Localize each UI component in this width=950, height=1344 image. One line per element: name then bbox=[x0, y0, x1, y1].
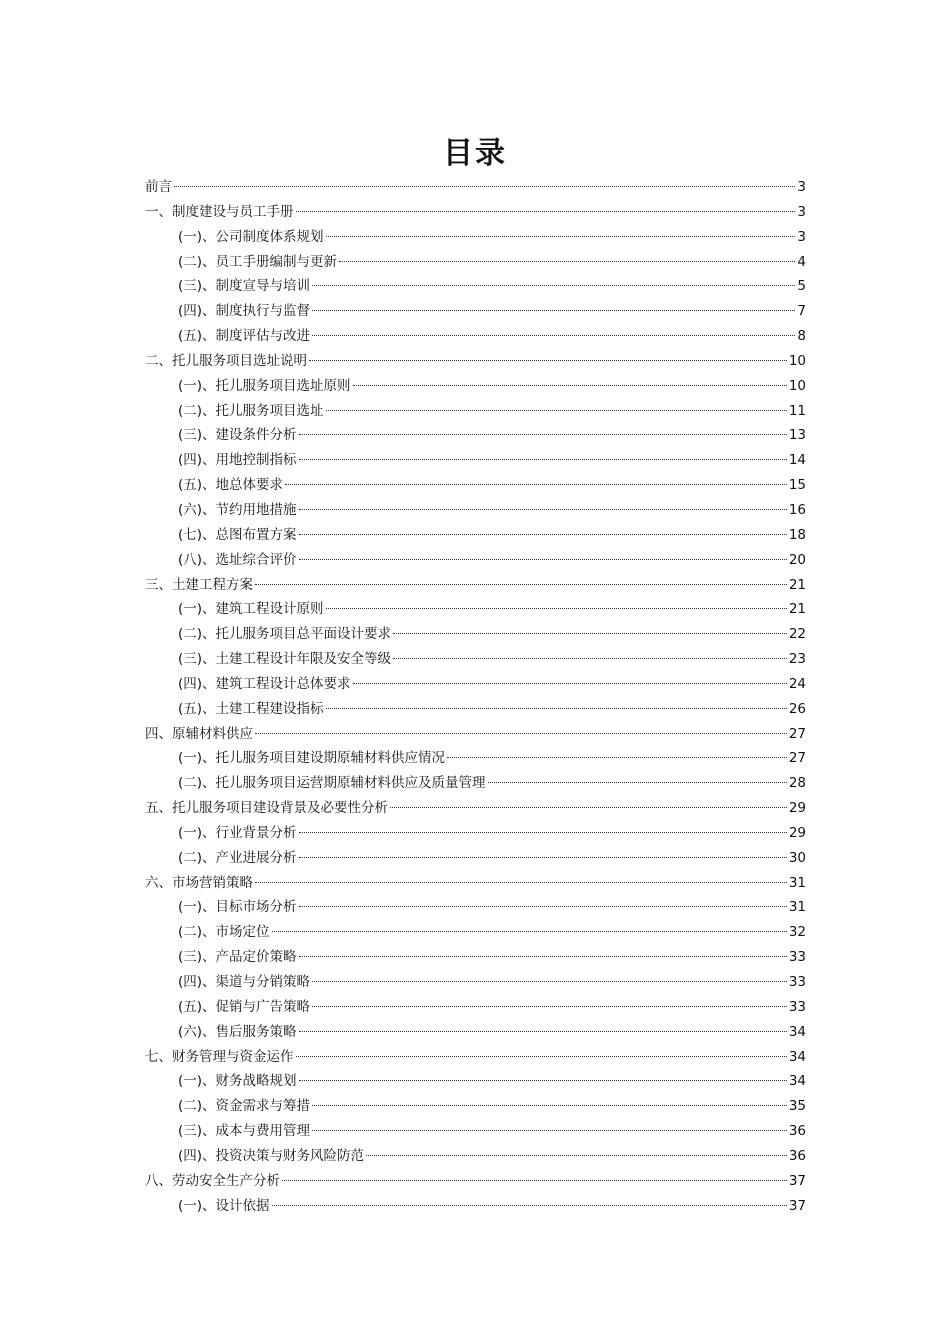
toc-entry[interactable] bbox=[145, 821, 806, 846]
toc-entry[interactable] bbox=[145, 1069, 806, 1094]
toc-entry-page-number: 37 bbox=[788, 1172, 806, 1189]
toc-entry[interactable] bbox=[145, 473, 806, 498]
toc-entry-page-number: 5 bbox=[797, 278, 806, 295]
toc-entry[interactable] bbox=[145, 1094, 806, 1119]
toc-entry-label: (二)、产业进展分析 bbox=[178, 849, 297, 866]
toc-entry-label: (三)、成本与费用管理 bbox=[178, 1123, 311, 1140]
toc-entry[interactable] bbox=[145, 945, 806, 970]
dot-leader bbox=[299, 1080, 787, 1081]
toc-entry-label: (一)、财务战略规划 bbox=[178, 1073, 297, 1090]
toc-entry-page-number: 30 bbox=[788, 849, 806, 866]
dot-leader bbox=[326, 236, 796, 237]
dot-leader bbox=[299, 534, 787, 535]
dot-leader bbox=[299, 832, 787, 833]
dot-leader bbox=[393, 633, 787, 634]
toc-entry[interactable] bbox=[145, 374, 806, 399]
dot-leader bbox=[296, 1056, 787, 1057]
toc-entry-page-number: 8 bbox=[797, 328, 806, 345]
toc-entry-page-number: 16 bbox=[788, 501, 806, 518]
toc-entry-label: 五、托儿服务项目建设背景及必要性分析 bbox=[145, 800, 388, 817]
toc-entry-label: (六)、节约用地措施 bbox=[178, 501, 297, 518]
toc-entry[interactable] bbox=[145, 1169, 806, 1194]
toc-entry-label: 四、原辅材料供应 bbox=[145, 725, 253, 742]
dot-leader bbox=[390, 807, 787, 808]
toc-entry-page-number: 27 bbox=[788, 750, 806, 767]
toc-entry[interactable] bbox=[145, 672, 806, 697]
toc-entry-label: (一)、公司制度体系规划 bbox=[178, 228, 324, 245]
dot-leader bbox=[366, 1155, 787, 1156]
toc-entry[interactable] bbox=[145, 746, 806, 771]
toc-entry-label: 一、制度建设与员工手册 bbox=[145, 203, 294, 220]
toc-entry[interactable] bbox=[145, 274, 806, 299]
dot-leader bbox=[312, 335, 795, 336]
toc-entry[interactable] bbox=[145, 1144, 806, 1169]
toc-entry-label: (五)、地总体要求 bbox=[178, 477, 284, 494]
toc-entry-page-number: 13 bbox=[788, 427, 806, 444]
dot-leader bbox=[272, 1205, 787, 1206]
toc-entry-label: 六、市场营销策略 bbox=[145, 874, 253, 891]
toc-entry-label: (四)、渠道与分销策略 bbox=[178, 974, 311, 990]
toc-entry[interactable] bbox=[145, 622, 806, 647]
toc-entry[interactable] bbox=[145, 250, 806, 275]
toc-entry-page-number: 28 bbox=[788, 775, 806, 792]
toc-entry-label: (三)、产品定价策略 bbox=[178, 949, 297, 966]
dot-leader bbox=[312, 1105, 787, 1106]
toc-entry-label: (二)、托儿服务项目总平面设计要求 bbox=[178, 626, 392, 643]
toc-entry-page-number: 33 bbox=[788, 949, 806, 966]
toc-entry[interactable] bbox=[145, 225, 806, 250]
toc-entry-page-number: 26 bbox=[788, 700, 806, 717]
toc-entry-label: (四)、制度执行与监督 bbox=[178, 303, 311, 320]
toc-entry-page-number: 32 bbox=[788, 924, 806, 941]
toc-entry[interactable] bbox=[145, 498, 806, 523]
toc-entry-label: (一)、托儿服务项目选址原则 bbox=[178, 377, 351, 394]
dot-leader bbox=[326, 708, 787, 709]
dot-leader bbox=[299, 509, 787, 510]
toc-entry-label: (一)、建筑工程设计原则 bbox=[178, 601, 324, 618]
dot-leader bbox=[339, 261, 795, 262]
toc-entry-page-number: 22 bbox=[788, 626, 806, 643]
toc-entry-page-number: 23 bbox=[788, 651, 806, 668]
toc-entry-page-number: 7 bbox=[797, 303, 806, 320]
toc-entry[interactable] bbox=[145, 796, 806, 821]
toc-entry-label: (二)、托儿服务项目选址 bbox=[178, 402, 324, 419]
toc-entry-label: (七)、总图布置方案 bbox=[178, 526, 297, 543]
toc-entry-page-number: 4 bbox=[797, 253, 806, 270]
toc-entry-page-number: 34 bbox=[788, 1048, 806, 1065]
toc-entry-label: 三、土建工程方案 bbox=[145, 576, 253, 593]
toc-entry-page-number: 3 bbox=[797, 203, 806, 220]
dot-leader bbox=[272, 931, 787, 932]
dot-leader bbox=[447, 757, 787, 758]
dot-leader bbox=[312, 981, 787, 982]
dot-leader bbox=[312, 310, 795, 311]
toc-entry-page-number: 10 bbox=[788, 352, 806, 369]
toc-entry[interactable] bbox=[145, 399, 806, 424]
toc-entry-label: (六)、售后服务策略 bbox=[178, 1023, 297, 1040]
toc-entry-label: (三)、土建工程设计年限及安全等级 bbox=[178, 651, 392, 668]
toc-entry-page-number: 33 bbox=[788, 974, 806, 990]
toc-entry-page-number: 31 bbox=[788, 899, 806, 916]
toc-entry-label: (一)、托儿服务项目建设期原辅材料供应情况 bbox=[178, 750, 446, 767]
dot-leader bbox=[309, 360, 787, 361]
toc-entry-page-number: 29 bbox=[788, 824, 806, 841]
dot-leader bbox=[255, 882, 787, 883]
dot-leader bbox=[326, 410, 787, 411]
dot-leader bbox=[255, 584, 787, 585]
toc-entry-page-number: 21 bbox=[788, 576, 806, 593]
toc-entry-label: (五)、土建工程建设指标 bbox=[178, 700, 324, 717]
dot-leader bbox=[312, 285, 795, 286]
toc-entry[interactable] bbox=[145, 423, 806, 448]
toc-entry-label: 八、劳动安全生产分析 bbox=[145, 1172, 280, 1189]
toc-entry-page-number: 24 bbox=[788, 675, 806, 692]
toc-entry[interactable] bbox=[145, 871, 806, 896]
dot-leader bbox=[312, 1130, 787, 1131]
table-of-contents bbox=[145, 175, 806, 1218]
toc-entry-label: (四)、建筑工程设计总体要求 bbox=[178, 675, 351, 692]
toc-entry-page-number: 34 bbox=[788, 1073, 806, 1090]
toc-entry[interactable] bbox=[145, 299, 806, 324]
toc-entry[interactable] bbox=[145, 895, 806, 920]
toc-entry-label: (一)、目标市场分析 bbox=[178, 899, 297, 916]
toc-entry[interactable] bbox=[145, 920, 806, 945]
toc-entry[interactable] bbox=[145, 771, 806, 796]
toc-entry[interactable] bbox=[145, 1045, 806, 1070]
toc-entry[interactable] bbox=[145, 1194, 806, 1219]
toc-entry[interactable] bbox=[145, 523, 806, 548]
toc-entry[interactable] bbox=[145, 448, 806, 473]
dot-leader bbox=[296, 211, 796, 212]
toc-entry[interactable] bbox=[145, 175, 806, 200]
toc-entry-label: (三)、建设条件分析 bbox=[178, 427, 297, 444]
dot-leader bbox=[353, 385, 787, 386]
toc-entry-page-number: 34 bbox=[788, 1023, 806, 1040]
toc-entry[interactable] bbox=[145, 349, 806, 374]
toc-entry[interactable] bbox=[145, 324, 806, 349]
toc-entry-label: (四)、投资决策与财务风险防范 bbox=[178, 1147, 365, 1164]
toc-entry[interactable] bbox=[145, 970, 806, 995]
toc-entry[interactable] bbox=[145, 597, 806, 622]
dot-leader bbox=[393, 658, 787, 659]
dot-leader bbox=[488, 782, 787, 783]
toc-entry[interactable] bbox=[145, 548, 806, 573]
toc-title: 目录 bbox=[443, 136, 507, 171]
toc-entry-page-number: 3 bbox=[797, 179, 806, 195]
toc-entry[interactable] bbox=[145, 846, 806, 871]
dot-leader bbox=[299, 434, 787, 435]
dot-leader bbox=[299, 559, 787, 560]
toc-entry-label: 七、财务管理与资金运作 bbox=[145, 1048, 294, 1065]
toc-entry-page-number: 14 bbox=[788, 452, 806, 469]
toc-entry-page-number: 18 bbox=[788, 526, 806, 543]
dot-leader bbox=[326, 608, 787, 609]
toc-entry-label: (二)、市场定位 bbox=[178, 924, 270, 941]
toc-entry-page-number: 29 bbox=[788, 800, 806, 817]
dot-leader bbox=[299, 1031, 787, 1032]
toc-entry-page-number: 10 bbox=[788, 377, 806, 394]
toc-entry-page-number: 31 bbox=[788, 874, 806, 891]
toc-entry-label: 二、托儿服务项目选址说明 bbox=[145, 352, 307, 369]
toc-entry-label: (四)、用地控制指标 bbox=[178, 452, 297, 469]
toc-entry-page-number: 15 bbox=[788, 477, 806, 494]
toc-entry-page-number: 35 bbox=[788, 1098, 806, 1115]
dot-leader bbox=[299, 956, 787, 957]
toc-entry-page-number: 3 bbox=[797, 228, 806, 245]
toc-entry[interactable] bbox=[145, 573, 806, 598]
dot-leader bbox=[285, 484, 787, 485]
toc-entry-label: (五)、促销与广告策略 bbox=[178, 998, 311, 1015]
toc-entry[interactable] bbox=[145, 647, 806, 672]
toc-entry-page-number: 21 bbox=[788, 601, 806, 618]
toc-entry-page-number: 27 bbox=[788, 725, 806, 742]
toc-entry[interactable] bbox=[145, 722, 806, 747]
toc-entry-label: 前言 bbox=[145, 179, 172, 195]
toc-entry-label: (八)、选址综合评价 bbox=[178, 551, 297, 568]
toc-entry[interactable] bbox=[145, 995, 806, 1020]
toc-entry[interactable] bbox=[145, 200, 806, 225]
toc-entry-label: (一)、行业背景分析 bbox=[178, 824, 297, 841]
dot-leader bbox=[255, 733, 787, 734]
toc-entry-page-number: 36 bbox=[788, 1147, 806, 1164]
toc-entry-page-number: 33 bbox=[788, 998, 806, 1015]
toc-entry[interactable] bbox=[145, 1119, 806, 1144]
toc-entry-label: (二)、托儿服务项目运营期原辅材料供应及质量管理 bbox=[178, 775, 486, 792]
dot-leader bbox=[299, 459, 787, 460]
dot-leader bbox=[312, 1006, 787, 1007]
toc-entry-label: (二)、资金需求与筹措 bbox=[178, 1098, 311, 1115]
dot-leader bbox=[174, 186, 795, 187]
toc-entry-page-number: 11 bbox=[788, 402, 806, 419]
toc-entry-label: (一)、设计依据 bbox=[178, 1197, 270, 1214]
dot-leader bbox=[353, 683, 787, 684]
toc-entry-label: (五)、制度评估与改进 bbox=[178, 328, 311, 345]
toc-entry-page-number: 20 bbox=[788, 551, 806, 568]
dot-leader bbox=[299, 857, 787, 858]
toc-entry-label: (三)、制度宣导与培训 bbox=[178, 278, 311, 295]
toc-entry-page-number: 37 bbox=[788, 1197, 806, 1214]
toc-entry[interactable] bbox=[145, 1020, 806, 1045]
dot-leader bbox=[282, 1180, 787, 1181]
toc-entry-label: (二)、员工手册编制与更新 bbox=[178, 253, 338, 270]
dot-leader bbox=[299, 906, 787, 907]
toc-entry[interactable] bbox=[145, 697, 806, 722]
toc-entry-page-number: 36 bbox=[788, 1123, 806, 1140]
